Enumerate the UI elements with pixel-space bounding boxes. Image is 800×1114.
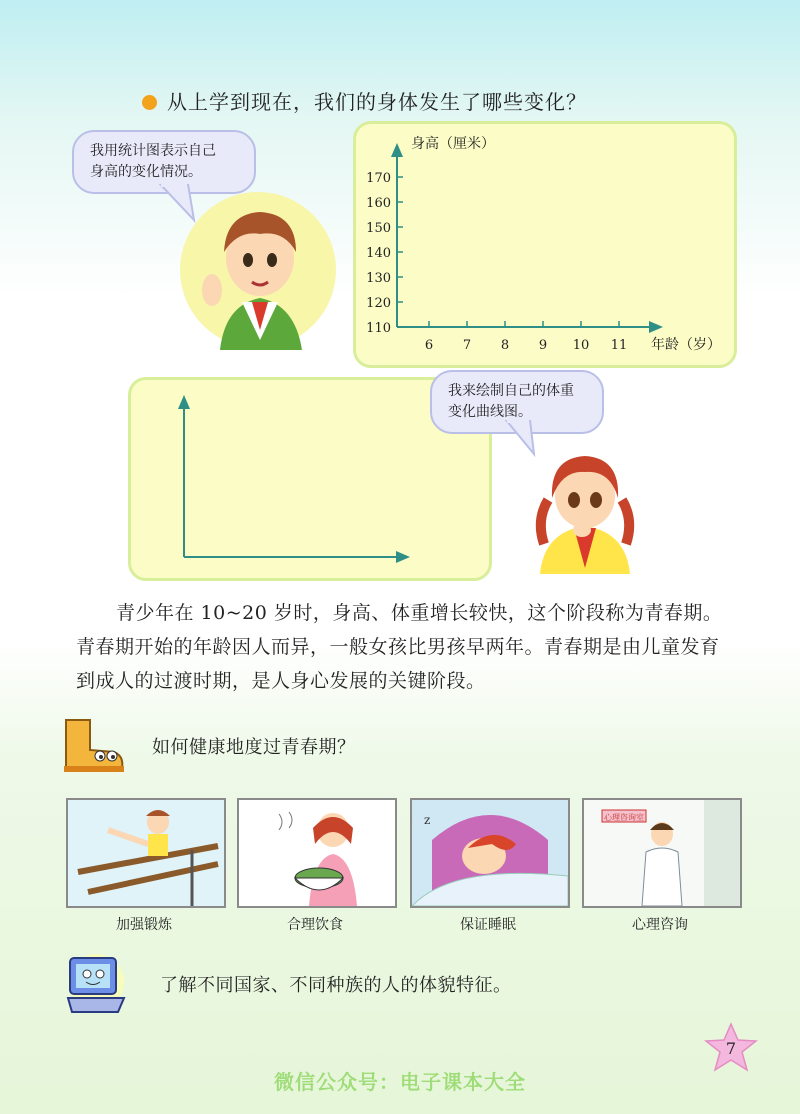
- caption-sleep: 保证睡眠: [460, 917, 516, 933]
- extension-text: 了解不同国家、不同种族的人的体貌特征。: [160, 975, 512, 996]
- computer-mascot-icon: [60, 950, 140, 1020]
- girl-illustration: [530, 440, 640, 574]
- x-tick-label: 11: [610, 338, 628, 353]
- puberty-paragraph: 青少年在 10~20 岁时，身高、体重增长较快，这个阶段称为青春期。青春期开始的年龄因人而异，一般女孩比男孩早两年。青春期是由儿童发育到成人的过渡时期，是人身心发展的关键阶段。: [76, 602, 723, 692]
- y-tick-label: 140: [366, 246, 391, 261]
- boy-speech-line-1: 我用统计图表示自己: [90, 143, 216, 159]
- y-tick-label: 130: [366, 271, 391, 286]
- boy-illustration: [180, 190, 340, 350]
- section-question: [142, 86, 587, 115]
- chart-xlabel: 年龄（岁）: [651, 337, 721, 353]
- y-tick-label: 110: [366, 321, 391, 336]
- boot-mascot-icon: [60, 712, 130, 774]
- x-tick-label: 7: [462, 338, 472, 353]
- height-chart: [353, 121, 737, 368]
- y-tick-label: 120: [366, 296, 391, 311]
- x-tick-label: 6: [424, 338, 434, 353]
- exercise-picture: [66, 798, 226, 908]
- question-text: 从上学到现在，我们的身体发生了哪些变化？: [167, 90, 587, 114]
- page-number: 7: [725, 1039, 737, 1058]
- y-tick-label: 160: [366, 196, 391, 211]
- y-tick-label: 170: [366, 171, 391, 186]
- boy-speech-line-2: 身高的变化情况。: [90, 164, 202, 180]
- chart-ylabel: 身高（厘米）: [411, 136, 495, 152]
- x-axis: [397, 321, 663, 333]
- x-tick-label: 10: [572, 338, 590, 353]
- caption-diet: 合理饮食: [287, 917, 343, 933]
- x-tick-label: 9: [538, 338, 548, 353]
- svg-text:z: z: [424, 813, 431, 827]
- bullet-dot-icon: [142, 95, 157, 110]
- counseling-picture: [582, 798, 742, 908]
- caption-counseling: 心理咨询: [632, 917, 688, 933]
- footer-watermark: 微信公众号：电子课本大全: [274, 1070, 526, 1094]
- y-axis: [391, 143, 403, 327]
- sleep-picture: [410, 798, 570, 908]
- clinic-sign: 心理咨询室: [604, 813, 644, 822]
- healthy-question: 如何健康地度过青春期？: [152, 737, 356, 758]
- girl-speech-line-1: 我来绘制自己的体重: [448, 383, 574, 399]
- girl-speech-line-2: 变化曲线图。: [448, 404, 532, 420]
- y-tick-label: 150: [366, 221, 391, 236]
- x-tick-label: 8: [500, 338, 510, 353]
- caption-exercise: 加强锻炼: [116, 917, 172, 933]
- diet-picture: [237, 798, 397, 908]
